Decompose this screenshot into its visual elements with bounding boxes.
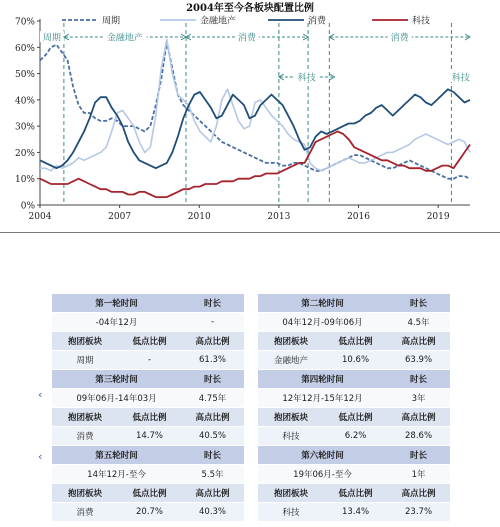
- series-line-科技: [40, 131, 470, 197]
- legend-label: 金融地产: [200, 16, 237, 27]
- table-cell: 低点比例: [324, 408, 387, 427]
- table-cell: 40.3%: [181, 503, 244, 522]
- table-row: [52, 294, 450, 313]
- table-cell: 抱团板块: [52, 408, 118, 427]
- table-cell: 高点比例: [387, 484, 450, 503]
- table-cell: 高点比例: [181, 408, 244, 427]
- table-cell: 04年12月-09年06月: [258, 313, 387, 332]
- y-tick-label: 70%: [14, 17, 35, 28]
- table-gap: [244, 484, 258, 503]
- phase-label: 消费: [390, 33, 409, 44]
- x-tick-label: 2016: [347, 212, 370, 222]
- phase-upper-label: 科技: [451, 73, 470, 84]
- table-row: [52, 484, 450, 503]
- table-cell: 4.75年: [181, 389, 244, 408]
- table-row: [52, 503, 450, 522]
- y-tick-label: 10%: [14, 175, 35, 186]
- table-cell: 时长: [181, 370, 244, 389]
- table-cell: 第三轮时间: [52, 370, 181, 389]
- table-cell: 周期: [52, 351, 118, 370]
- table-cell: -04年12月: [52, 313, 181, 332]
- phase-label: 消费: [238, 33, 257, 44]
- x-tick-label: 2007: [108, 212, 132, 222]
- table-cell: 低点比例: [324, 484, 387, 503]
- table-cell: 消费: [52, 427, 118, 446]
- phase-upper-label: 科技: [297, 73, 316, 84]
- table-row: [52, 370, 450, 389]
- x-tick-label: 2010: [187, 212, 211, 222]
- table-cell: 低点比例: [118, 332, 181, 351]
- table-cell: 低点比例: [118, 408, 181, 427]
- chart-title: 2004年至今各板块配置比例: [186, 3, 314, 14]
- table-cell: 科技: [258, 503, 324, 522]
- table-cell: 09年06月-14年03月: [52, 389, 181, 408]
- y-tick-label: 40%: [14, 96, 35, 107]
- table-gap: [244, 427, 258, 446]
- table-cell: 时长: [181, 446, 244, 465]
- table-cell: 第五轮时间: [52, 446, 181, 465]
- table-cell: 3年: [387, 389, 450, 408]
- y-tick-label: 60%: [14, 43, 35, 54]
- table-cell: 高点比例: [181, 332, 244, 351]
- table-cell: 14年12月-至今: [52, 465, 181, 484]
- table-row: [52, 389, 450, 408]
- table-row: [52, 465, 450, 484]
- rotation-table-grid: [52, 294, 450, 522]
- table-cell: 14.7%: [118, 427, 181, 446]
- table-cell: 4.5年: [387, 313, 450, 332]
- series-line-金融地产: [40, 39, 470, 170]
- table-cell: 时长: [387, 294, 450, 313]
- table-cell: -: [118, 351, 181, 370]
- table-cell: 20.7%: [118, 503, 181, 522]
- table-cell: 61.3%: [181, 351, 244, 370]
- table-row: [52, 427, 450, 446]
- divider-line: [0, 232, 500, 233]
- y-tick-label: 0%: [20, 201, 35, 212]
- x-tick-label: 2004: [28, 212, 52, 222]
- table-cell: 第二轮时间: [258, 294, 387, 313]
- table-cell: 19年06月-至今: [258, 465, 387, 484]
- legend-label: 消费: [308, 16, 327, 27]
- table-cell: 40.5%: [181, 427, 244, 446]
- table-cell: 23.7%: [387, 503, 450, 522]
- legend-label: 周期: [102, 16, 121, 27]
- x-tick-label: 2013: [267, 212, 291, 222]
- table-row: [52, 408, 450, 427]
- table-cell: 消费: [52, 503, 118, 522]
- table-gap: [244, 446, 258, 465]
- y-tick-label: 20%: [14, 148, 35, 159]
- table-gap: [244, 351, 258, 370]
- table-cell: 10.6%: [324, 351, 387, 370]
- table-cell: 13.4%: [324, 503, 387, 522]
- table-cell: 抱团板块: [258, 408, 324, 427]
- y-tick-label: 30%: [14, 122, 35, 133]
- table-cell: 低点比例: [118, 484, 181, 503]
- table-row: [52, 313, 450, 332]
- table-gap: [244, 332, 258, 351]
- table-cell: 抱团板块: [52, 484, 118, 503]
- table-cell: 第四轮时间: [258, 370, 387, 389]
- table-cell: 抱团板块: [258, 332, 324, 351]
- series-line-周期: [40, 42, 470, 179]
- phase-label: 金融地产: [106, 33, 143, 44]
- table-cell: 第一轮时间: [52, 294, 181, 313]
- x-tick-label: 2019: [426, 212, 450, 222]
- table-gap: [244, 503, 258, 522]
- table-cell: 抱团板块: [52, 332, 118, 351]
- table-cell: 高点比例: [387, 332, 450, 351]
- phase-label: 周期: [42, 33, 61, 44]
- line-chart: [0, 0, 500, 232]
- table-cell: 6.2%: [324, 427, 387, 446]
- table-gap: [244, 370, 258, 389]
- table-gap: [244, 294, 258, 313]
- table-cell: -: [181, 313, 244, 332]
- series-line-消费: [40, 89, 470, 168]
- table-cell: 金融地产: [258, 351, 324, 370]
- table-cell: 1年: [387, 465, 450, 484]
- table-row: [52, 351, 450, 370]
- table-cell: 抱团板块: [258, 484, 324, 503]
- table-cell: 5.5年: [181, 465, 244, 484]
- table-cell: 高点比例: [387, 408, 450, 427]
- table-cell: 63.9%: [387, 351, 450, 370]
- table-cell: 12年12月-15年12月: [258, 389, 387, 408]
- table-gap: [244, 313, 258, 332]
- table-row: [52, 332, 450, 351]
- chart-area: [0, 0, 500, 232]
- y-tick-label: 50%: [14, 70, 35, 81]
- table-row: [52, 446, 450, 465]
- table-gap: [244, 408, 258, 427]
- table-cell: 高点比例: [181, 484, 244, 503]
- legend-label: 科技: [412, 16, 431, 27]
- chevron-left-icon: ‹: [38, 450, 43, 463]
- chevron-left-icon: ‹: [38, 388, 43, 401]
- table-cell: 第六轮时间: [258, 446, 387, 465]
- table-gap: [244, 389, 258, 408]
- table-cell: 28.6%: [387, 427, 450, 446]
- table-cell: 科技: [258, 427, 324, 446]
- table-cell: 时长: [181, 294, 244, 313]
- table-cell: 低点比例: [324, 332, 387, 351]
- table-cell: 时长: [387, 446, 450, 465]
- table-cell: 时长: [387, 370, 450, 389]
- table-gap: [244, 465, 258, 484]
